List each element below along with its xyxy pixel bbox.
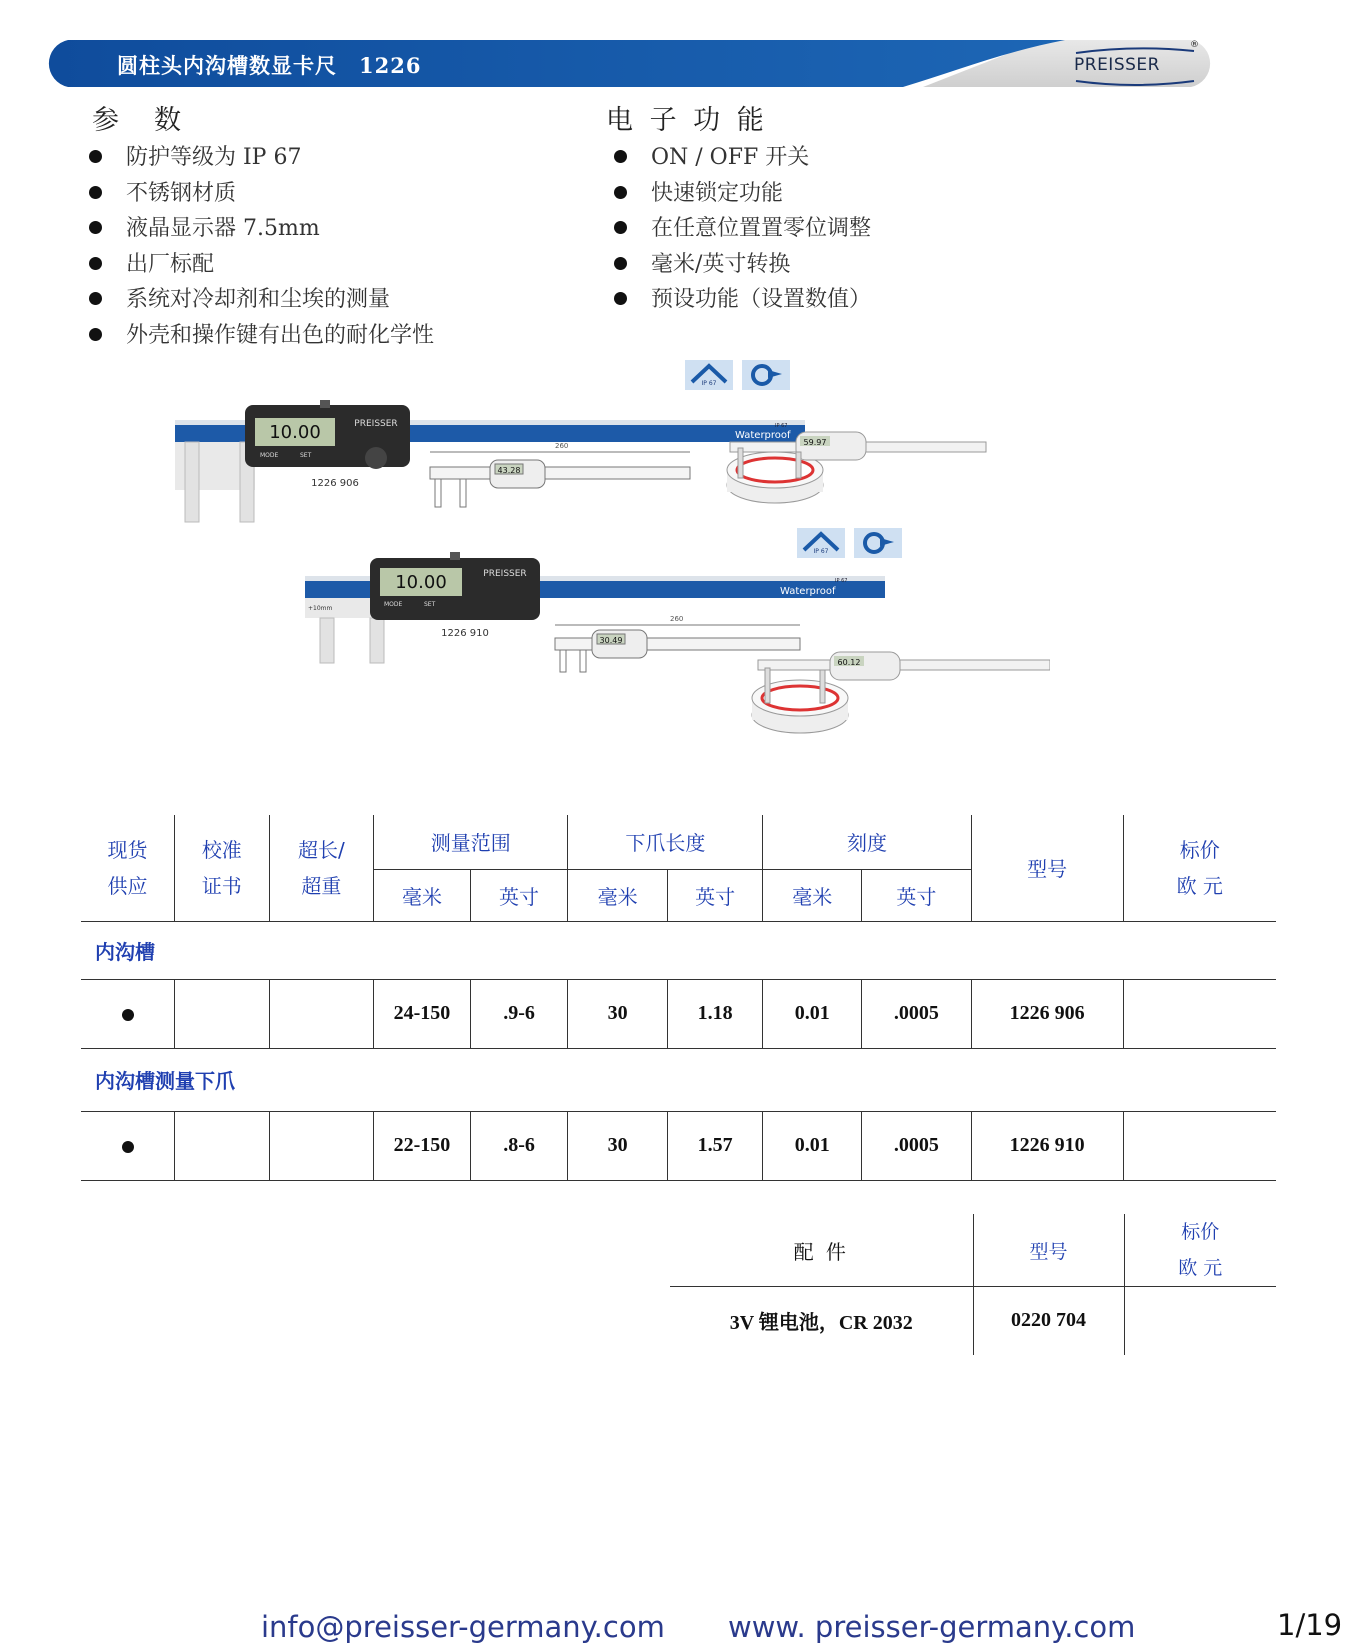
range-inch-cell: .8-6 bbox=[470, 1111, 568, 1180]
model-cell: 0220 704 bbox=[973, 1287, 1124, 1355]
footer-email-link[interactable]: info@preisser-germany.com bbox=[261, 1610, 665, 1644]
bullet-icon bbox=[614, 150, 627, 163]
bullet-icon bbox=[614, 257, 627, 270]
rotation-badge-1 bbox=[742, 360, 790, 390]
header-stock: 现货 供应 bbox=[107, 837, 148, 898]
list-item: ON / OFF 开关 bbox=[614, 140, 871, 176]
range-mm-cell: 24-150 bbox=[374, 979, 471, 1048]
scale-mm-cell: 0.01 bbox=[763, 979, 862, 1048]
stock-bullet bbox=[81, 1111, 175, 1180]
cert-cell bbox=[175, 1111, 270, 1180]
table-row bbox=[81, 1111, 1276, 1180]
oversize-cell bbox=[269, 979, 374, 1048]
range-mm-cell: 22-150 bbox=[374, 1111, 471, 1180]
bullet-icon bbox=[89, 292, 102, 305]
list-item: 液晶显示器 7.5mm bbox=[89, 211, 434, 247]
header-model: 型号 bbox=[971, 815, 1123, 921]
caliper1-set: SET bbox=[300, 452, 312, 459]
list-item: 防护等级为 IP 67 bbox=[89, 140, 434, 176]
model-cell: 1226 910 bbox=[971, 1111, 1123, 1180]
list-item: 毫米/英寸转换 bbox=[614, 247, 871, 283]
page-number: 1/19 bbox=[1277, 1608, 1343, 1642]
list-item: 出厂标配 bbox=[89, 247, 434, 283]
bullet-icon bbox=[89, 257, 102, 270]
list-item: 预设功能（设置数值） bbox=[614, 282, 871, 318]
bullet-icon bbox=[122, 1141, 134, 1153]
header-oversize: 超长/ 超重 bbox=[269, 815, 374, 921]
product-illustration bbox=[160, 360, 1050, 775]
svg-text:IP 67: IP 67 bbox=[813, 548, 829, 555]
jaw-mm-cell: 30 bbox=[568, 979, 668, 1048]
header-part: 配 件 bbox=[670, 1214, 973, 1287]
table-row bbox=[81, 979, 1276, 1048]
caliper2-display: 10.00 bbox=[395, 572, 447, 593]
svg-text:SET: SET bbox=[424, 601, 436, 608]
table-row bbox=[670, 1287, 1276, 1355]
caliper1-mode: MODE bbox=[260, 452, 279, 459]
bullet-icon bbox=[89, 328, 102, 341]
list-item: 不锈钢材质 bbox=[89, 176, 434, 212]
stock-bullet bbox=[81, 979, 175, 1048]
header-range-inch: 英寸 bbox=[470, 869, 568, 921]
electronic-title: 电 子 功 能 bbox=[606, 105, 768, 136]
header-range: 测量范围 bbox=[374, 815, 568, 869]
svg-text:260: 260 bbox=[670, 615, 684, 623]
drawing-1 bbox=[430, 442, 690, 507]
svg-text:PREISSER: PREISSER bbox=[483, 569, 527, 579]
mini1-display: 43.28 bbox=[497, 466, 521, 475]
product-code: 1226 bbox=[359, 53, 422, 78]
bullet-icon bbox=[614, 186, 627, 199]
header-cert: 校准 证书 bbox=[175, 815, 270, 921]
header-model: 型号 bbox=[973, 1214, 1124, 1287]
list-item: 外壳和操作键有出色的耐化学性 bbox=[89, 318, 434, 354]
header-range-mm: 毫米 bbox=[374, 869, 471, 921]
header-scale-mm: 毫米 bbox=[763, 869, 862, 921]
bullet-icon bbox=[614, 292, 627, 305]
list-item: 快速锁定功能 bbox=[614, 176, 871, 212]
svg-text:+10mm: +10mm bbox=[308, 605, 333, 612]
svg-text:260: 260 bbox=[555, 442, 569, 450]
caliper1-display: 10.00 bbox=[269, 422, 321, 443]
svg-text:Waterproof: Waterproof bbox=[780, 586, 836, 597]
header-scale: 刻度 bbox=[763, 815, 971, 869]
caliper1-waterproof: Waterproof bbox=[735, 430, 791, 441]
model-cell: 1226 906 bbox=[971, 979, 1123, 1048]
caliper1-brand: PREISSER bbox=[354, 419, 398, 429]
params-title: 参 数 bbox=[92, 105, 185, 136]
ring1-display: 59.97 bbox=[803, 438, 827, 447]
section-label-internal-groove-jaw: 内沟槽测量下爪 bbox=[81, 1048, 1276, 1111]
header-jaw-inch: 英寸 bbox=[667, 869, 763, 921]
caliper1-model: 1226 906 bbox=[311, 478, 359, 489]
jaw-inch-cell: 1.57 bbox=[667, 1111, 763, 1180]
footer-website-link[interactable]: www. preisser-germany.com bbox=[728, 1610, 1136, 1644]
header-price: 标价 欧 元 bbox=[1124, 1214, 1276, 1287]
part-cell: 3V 锂电池，CR 2032 bbox=[729, 1312, 913, 1335]
svg-text:IP 67: IP 67 bbox=[701, 380, 717, 387]
ring-gauge-1 bbox=[727, 432, 986, 503]
rotation-badge-2 bbox=[854, 528, 902, 558]
header-jaw-mm: 毫米 bbox=[568, 869, 668, 921]
brand-logo bbox=[1070, 40, 1200, 87]
header-price: 标价 欧 元 bbox=[1123, 815, 1276, 921]
price-cell bbox=[1123, 979, 1276, 1048]
caliper2-model: 1226 910 bbox=[441, 628, 489, 639]
range-inch-cell: .9-6 bbox=[470, 979, 568, 1048]
caliper-1226-906 bbox=[175, 400, 805, 522]
price-cell bbox=[1124, 1287, 1276, 1355]
mini2-display: 30.49 bbox=[599, 636, 623, 645]
jaw-inch-cell: 1.18 bbox=[667, 979, 763, 1048]
header-jaw: 下爪长度 bbox=[568, 815, 763, 869]
ring-gauge-2 bbox=[752, 652, 1050, 733]
jaw-mm-cell: 30 bbox=[568, 1111, 668, 1180]
page-title: 圆柱头内沟槽数显卡尺 1226 bbox=[117, 53, 422, 78]
price-cell bbox=[1123, 1111, 1276, 1180]
spec-table bbox=[81, 815, 1276, 1181]
cert-cell bbox=[175, 979, 270, 1048]
params-list bbox=[89, 140, 434, 354]
bullet-icon bbox=[614, 221, 627, 234]
svg-text:IP 67: IP 67 bbox=[835, 578, 848, 584]
scale-inch-cell: .0005 bbox=[862, 979, 972, 1048]
bullet-icon bbox=[89, 221, 102, 234]
logo-text: PREISSER bbox=[1074, 55, 1160, 75]
bullet-icon bbox=[89, 186, 102, 199]
list-item: 在任意位置置零位调整 bbox=[614, 211, 871, 247]
accessory-table bbox=[670, 1214, 1276, 1355]
scale-mm-cell: 0.01 bbox=[763, 1111, 862, 1180]
ip67-badge-1 bbox=[685, 360, 733, 390]
list-item: 系统对冷却剂和尘埃的测量 bbox=[89, 282, 434, 318]
electronic-list bbox=[614, 140, 871, 318]
scale-inch-cell: .0005 bbox=[862, 1111, 972, 1180]
caliper1-ip: IP 67 bbox=[775, 423, 788, 429]
section-label-internal-groove: 内沟槽 bbox=[81, 921, 1276, 979]
oversize-cell bbox=[269, 1111, 374, 1180]
header-scale-inch: 英寸 bbox=[862, 869, 972, 921]
logo-registered-mark: ® bbox=[1190, 40, 1199, 50]
ip67-badge-2 bbox=[797, 528, 845, 558]
bullet-icon bbox=[89, 150, 102, 163]
ring2-display: 60.12 bbox=[837, 658, 861, 667]
bullet-icon bbox=[122, 1009, 134, 1021]
svg-text:MODE: MODE bbox=[384, 601, 403, 608]
